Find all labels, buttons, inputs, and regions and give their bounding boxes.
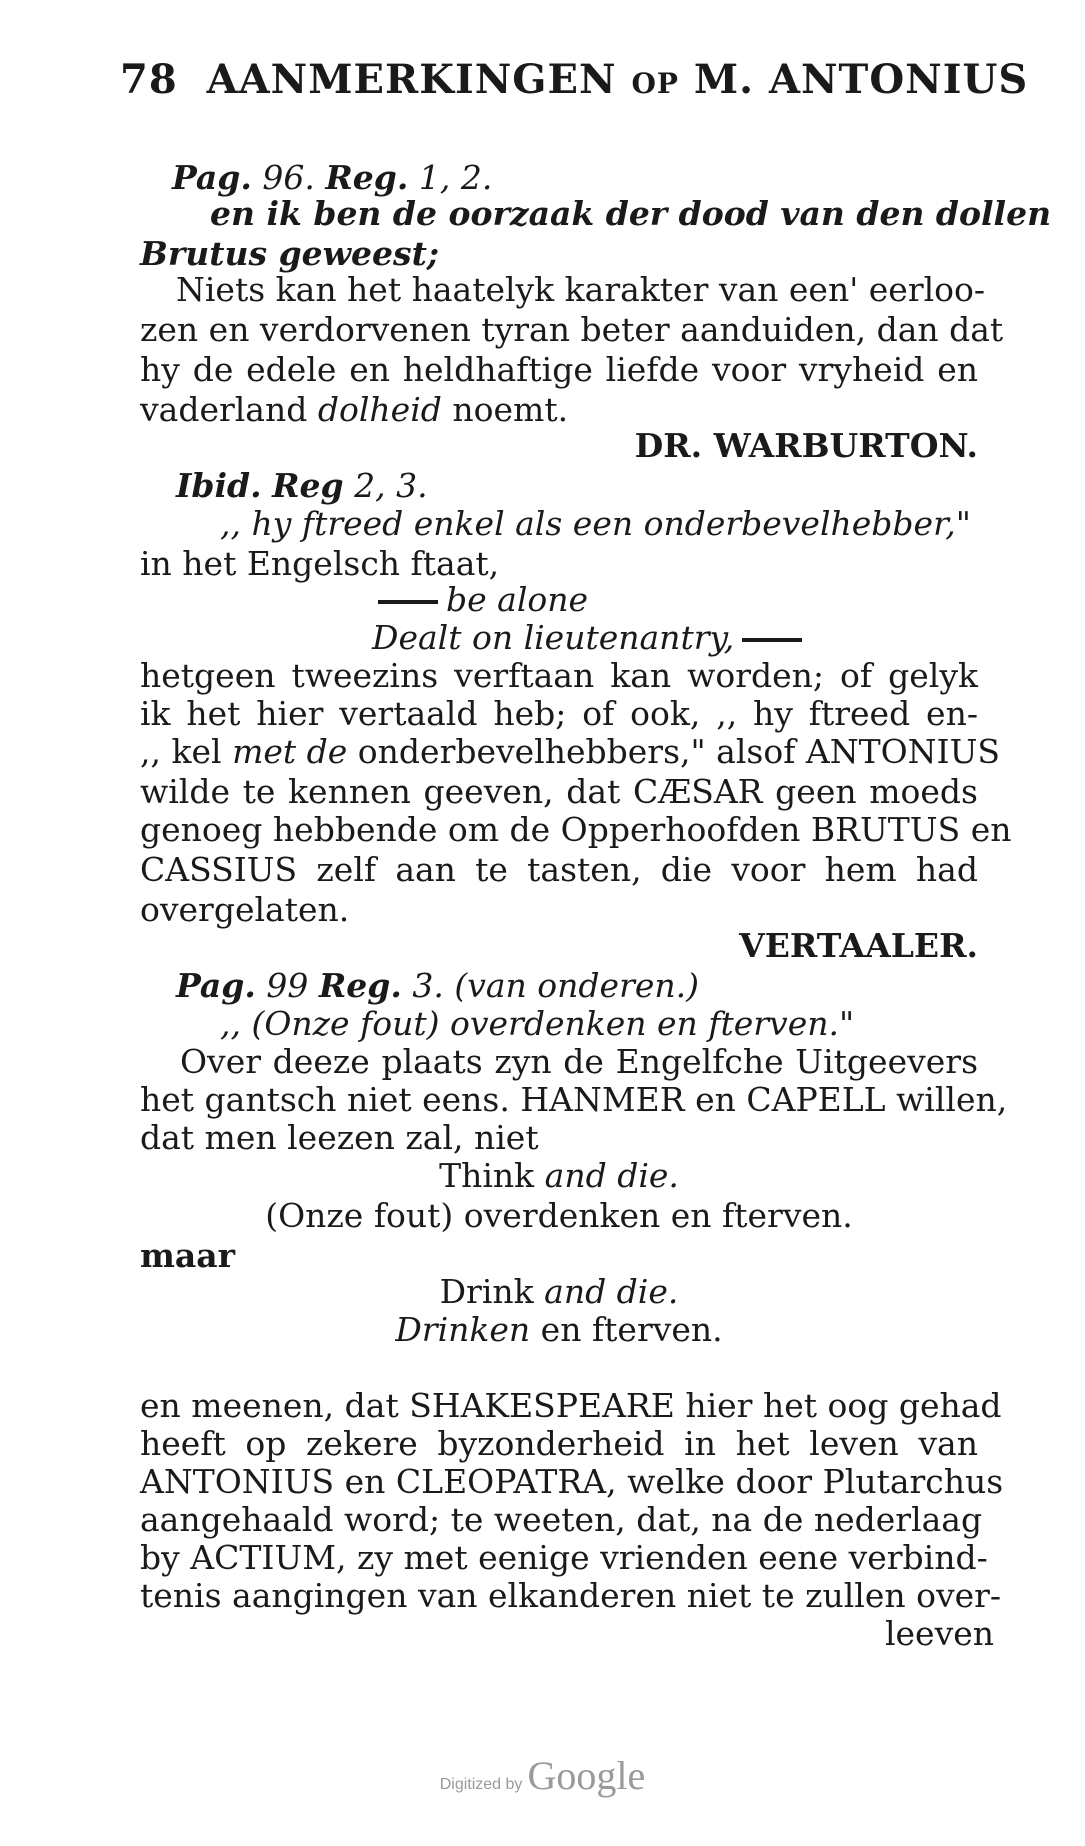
- note2-body-line: hetgeen tweezins verftaan kan worden; of gelyk: [140, 656, 978, 695]
- note2-body-line: overgelaten.: [140, 890, 350, 929]
- body-text: en: [970, 810, 1012, 849]
- em-dash: [378, 600, 438, 604]
- name-cassius: CASSIUS: [140, 850, 298, 889]
- note2-quote: ,, hy ftreed enkel als een onderbevelhebber,": [220, 504, 971, 543]
- body-text: het gantsch niet eens.: [140, 1080, 510, 1119]
- ref-reg: Reg.: [325, 158, 409, 197]
- note2-body-line: [140, 810, 1012, 850]
- digitized-by-watermark: [0, 1752, 1085, 1799]
- english-text: Think: [439, 1156, 535, 1195]
- ref-ibid: Ibid.: [176, 466, 262, 505]
- note3-body-line: Over deeze plaats zyn de Engelfche Uitgeevers: [180, 1042, 978, 1081]
- note3-body-line: [140, 1386, 1002, 1426]
- dutch-italic: Drinken: [395, 1310, 531, 1349]
- body-text: noemt.: [452, 390, 569, 429]
- note1-body-line: Niets kan het haatelyk karakter van een' eerloo-: [176, 270, 986, 309]
- body-text: genoeg hebbende om de Opperhoofden: [140, 810, 801, 849]
- note3-body-line: dat men leezen zal, niet: [140, 1118, 539, 1157]
- name-shakespeare: SHAKESPEARE: [409, 1386, 675, 1425]
- note2-body-line: [140, 772, 978, 812]
- note3-body-line: heeft op zekere byzonderheid in het leven van: [140, 1424, 978, 1463]
- body-text: zelf aan te tasten, die voor hem had: [316, 850, 978, 889]
- body-italic: met de: [232, 732, 348, 771]
- note1-body-line: hy de edele en heldhaftige liefde voor vryheid en: [140, 350, 978, 389]
- body-text: en: [344, 1462, 386, 1501]
- english-italic: and die.: [544, 1156, 679, 1195]
- note1-reference: [172, 158, 492, 198]
- english-text: Drink: [439, 1272, 534, 1311]
- note3-body-line: [140, 1538, 988, 1578]
- digitized-by-text: Digitized by: [439, 1776, 523, 1793]
- name-caesar: CÆSAR: [632, 772, 763, 811]
- ref-pag-num: 96.: [262, 158, 315, 197]
- note3-body-line: [140, 1080, 1008, 1120]
- ref-pag: Pag.: [176, 966, 256, 1005]
- body-text: zy met eenige vrienden eene verbind-: [357, 1538, 988, 1577]
- note2-signature: VERTAALER.: [739, 926, 978, 965]
- body-text: hier het oog gehad: [685, 1386, 1002, 1425]
- note2-english-line1: [370, 580, 588, 620]
- name-hanmer: HANMER: [520, 1080, 685, 1119]
- note2-body-line: [140, 850, 978, 890]
- name-capell: CAPELL: [746, 1080, 886, 1119]
- body-text: en meenen, dat: [140, 1386, 399, 1425]
- body-italic: dolheid: [317, 390, 442, 429]
- header-title-part2: M. ANTONIUS: [693, 56, 1029, 103]
- note2-body-line: [140, 732, 1001, 772]
- page-number: 78: [120, 56, 178, 103]
- note3-body-line: tenis aangingen van elkanderen niet te zullen over-: [140, 1576, 1002, 1615]
- note1-quote-line1: en ik ben de oorzaak der dood van den dollen: [210, 194, 1052, 233]
- ref-pag: Pag.: [172, 158, 252, 197]
- ref-reg-num: 3.: [412, 966, 444, 1005]
- note3-dutch-reading2: [140, 1310, 978, 1350]
- note3-quote: ,, (Onze fout) overdenken en fterven.": [220, 1004, 855, 1043]
- name-antonius: ANTONIUS: [140, 1462, 335, 1501]
- body-text: wilde te kennen geeven, dat: [140, 772, 621, 811]
- body-text: onderbevelhebbers," alsof: [357, 732, 796, 771]
- note2-reference: [176, 466, 428, 506]
- note2-intro: in het Engelsch ftaat,: [140, 544, 500, 583]
- catchword: leeven: [884, 1614, 994, 1653]
- ref-reg: Reg: [272, 466, 344, 505]
- header-title-part1: AANMERKINGEN: [206, 56, 617, 103]
- body-text: welke door Plutarchus: [627, 1462, 1004, 1501]
- em-dash: [742, 638, 802, 642]
- body-text: en: [695, 1080, 736, 1119]
- body-text: willen,: [896, 1080, 1008, 1119]
- body-text: ,, kel: [140, 732, 222, 771]
- body-text: vaderland: [140, 390, 308, 429]
- header-title-op: OP: [631, 67, 679, 100]
- note3-body-line: [140, 1462, 1004, 1502]
- running-header: [120, 56, 1029, 103]
- note1-body-last-line: [140, 390, 568, 430]
- english-text: be alone: [446, 580, 589, 619]
- name-actium: ACTIUM,: [190, 1538, 347, 1577]
- english-text: Dealt on lieutenantry,: [372, 618, 735, 657]
- note2-body-line: ik het hier vertaald heb; of ook, ,, hy ftreed en-: [140, 694, 978, 733]
- note3-body-line: aangehaald word; te weeten, dat, na de nederlaag: [140, 1500, 983, 1539]
- note1-body-line: zen en verdorvenen tyran beter aanduiden, dan dat: [140, 310, 1004, 349]
- name-antonius: ANTONIUS: [805, 732, 1001, 771]
- body-text: geen moeds: [775, 772, 978, 811]
- ref-pag-num: 99: [266, 966, 309, 1005]
- english-italic: and die.: [544, 1272, 679, 1311]
- ref-reg-num: 2, 3.: [354, 466, 428, 505]
- body-text: by: [140, 1538, 180, 1577]
- name-brutus: BRUTUS: [810, 810, 961, 849]
- note2-english-line2: [372, 618, 810, 658]
- note3-english-reading1: [140, 1156, 978, 1196]
- note3-dutch-reading1: (Onze fout) overdenken en fterven.: [265, 1196, 853, 1235]
- note1-quote-line2: Brutus geweest;: [140, 234, 440, 273]
- note3-maar: maar: [140, 1236, 236, 1275]
- ref-reg: Reg.: [318, 966, 402, 1005]
- dutch-text: en fterven.: [540, 1310, 723, 1349]
- note3-english-reading2: [140, 1272, 978, 1312]
- ref-reg-num: 1, 2.: [418, 158, 493, 197]
- name-cleopatra: CLEOPATRA,: [395, 1462, 617, 1501]
- google-logo: Google: [527, 1753, 646, 1798]
- ref-extra: (van onderen.): [454, 966, 699, 1005]
- note1-signature: DR. WARBURTON.: [634, 426, 978, 465]
- note3-reference: [176, 966, 699, 1006]
